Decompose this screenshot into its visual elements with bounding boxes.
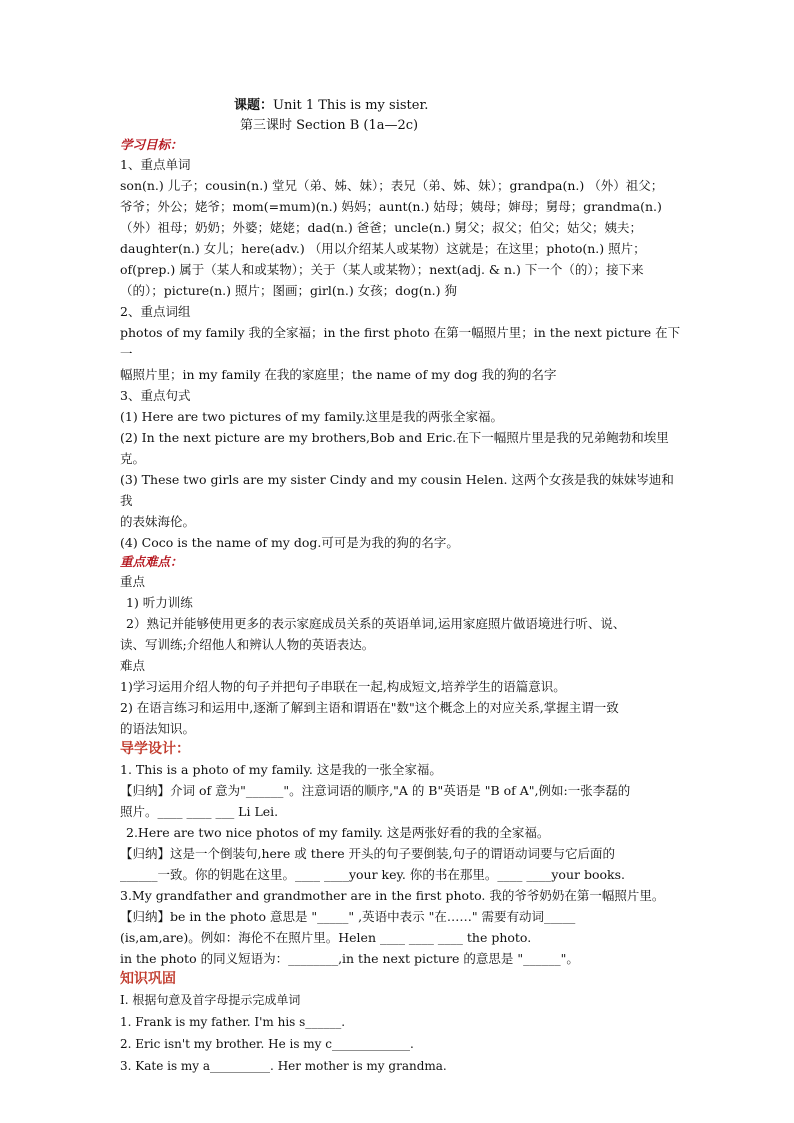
title-label: 课题： [234,98,274,113]
objectives-heading: 学习目标： [120,137,183,152]
sentence-line: (2) In the next picture are my brothers,Bob and Eric.在下一幅照片里是我的兄弟鲍勃和埃里克。 [120,430,669,466]
lesson-section: 第三课时 Section B (1a—2c) [240,118,419,133]
lesson-title [234,96,684,116]
guide-line: 照片。____ ____ ___ Li Lei. [120,804,279,819]
guide-heading: 导学设计： [120,741,190,757]
key-points-heading: 重点难点： [120,554,183,569]
vocab-line: daughter(n.) 女儿；here(adv.) （用以介绍某人或某物）这就是；在这里；photo(n.) 照片； [120,241,646,256]
exercise-item: 2. Eric isn't my brother. He is my c_____________. [120,1037,414,1051]
difficulty-line: 的语法知识。 [120,721,196,736]
focus-line: 读、写训练;介绍他人和辨认人物的英语表达。 [120,637,375,652]
exercise-item: 1. Frank is my father. I'm his s______. [120,1015,346,1029]
consolidation-heading: 知识巩固 [120,971,176,987]
vocab-line: of(prep.) 属于（某人和或某物）；关于（某人或某物）；next(adj. & n.) 下一个（的）；接下来 [120,262,644,277]
sentence-line: 的表妹海伦。 [120,514,196,529]
guide-line: 3.My grandfather and grandmother are in the first photo. 我的爷爷奶奶在第一幅照片里。 [120,888,665,903]
vocab-heading: 1、重点单词 [120,157,191,172]
guide-line: 【归纳】介词 of 意为"______"。注意词语的顺序,"A 的 B"英语是 "B of A",例如:一张李磊的 [120,783,631,798]
difficulty-line: 1)学习运用介绍人物的句子并把句子串联在一起,构成短文,培养学生的语篇意识。 [120,679,566,694]
difficulty-line: 2) 在语言练习和运用中,逐渐了解到主语和谓语在"数"这个概念上的对应关系,掌握主谓一致 [120,700,619,715]
sentence-line: (3) These two girls are my sister Cindy and my cousin Helen. 这两个女孩是我的妹妹岑迪和我 [120,472,674,508]
vocab-line: 爷爷；外公；姥爷；mom(=mum)(n.) 妈妈；aunt(n.) 姑母；姨母；婶母；舅母；grandma(n.) [120,199,662,214]
phrase-line: 幅照片里；in my family 在我的家庭里；the name of my dog 我的狗的名字 [120,367,557,382]
difficulty-label: 难点 [120,658,146,673]
vocab-line: （的）；picture(n.) 照片；图画；girl(n.) 女孩；dog(n.) 狗 [120,283,457,298]
phrase-line: photos of my family 我的全家福；in the first photo 在第一幅照片里；in the next picture 在下一 [120,325,681,361]
guide-line: in the photo 的同义短语为：________,in the next picture 的意思是 "______"。 [120,951,579,966]
sentence-line: (1) Here are two pictures of my family.这里是我的两张全家福。 [120,409,503,424]
focus-line: 2）熟记并能够使用更多的表示家庭成员关系的英语单词,运用家庭照片做语境进行听、说、 [126,616,626,631]
exercise-item: 3. Kate is my a__________. Her mother is my grandma. [120,1059,447,1073]
guide-line: 【归纳】这是一个倒装句,here 或 there 开头的句子要倒装,句子的谓语动词要与它后面的 [120,846,616,861]
guide-line: 【归纳】be in the photo 意思是 "_____" ,英语中表示 "在……" 需要有动词_____ [120,909,576,924]
unit-title: Unit 1 This is my sister. [273,98,429,113]
exercise-instruction: Ⅰ. 根据句意及首字母提示完成单词 [120,993,301,1007]
focus-line: 1) 听力训练 [126,595,193,610]
sentence-line: (4) Coco is the name of my dog.可可是为我的狗的名字。 [120,535,459,550]
sentence-heading: 3、重点句式 [120,388,191,403]
focus-label: 重点 [120,574,146,589]
vocab-line: （外）祖母；奶奶；外婆；姥姥；dad(n.) 爸爸；uncle(n.) 舅父；叔父；伯父；姑父；姨夫； [120,220,642,235]
guide-line: 1. This is a photo of my family. 这是我的一张全家福。 [120,762,442,777]
guide-line: (is,am,are)。例如：海伦不在照片里。Helen ____ ____ ____ the photo. [120,930,532,945]
phrase-heading: 2、重点词组 [120,304,191,319]
guide-line: 2.Here are two nice photos of my family. 这是两张好看的我的全家福。 [126,825,550,840]
vocab-line: son(n.) 儿子；cousin(n.) 堂兄（弟、姊、妹）；表兄（弟、姊、妹）；grandpa(n.) （外）祖父； [120,178,664,193]
guide-line: ______一致。你的钥匙在这里。____ ____your key. 你的书在那里。____ ____your books. [120,867,625,882]
